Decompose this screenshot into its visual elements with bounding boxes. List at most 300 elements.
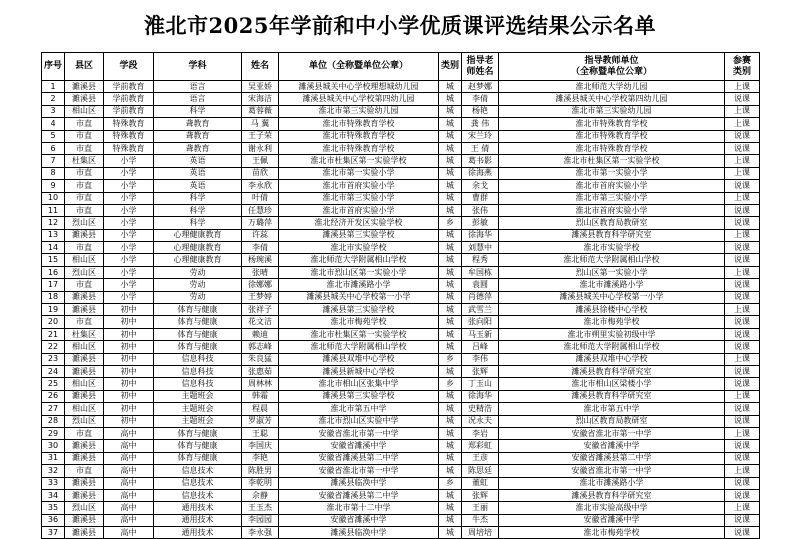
cell-stage: 小学 [104, 266, 154, 278]
cell-unit: 安徽省濉溪中学 [279, 514, 439, 526]
table-row [42, 365, 760, 377]
cell-subject: 体育与健康 [154, 341, 242, 353]
cell-unit: 淮北市第三实验幼儿园 [279, 105, 439, 117]
cell-teacher-unit: 淮北市梅苑学校 [499, 316, 725, 328]
cell-teacher-unit: 烈山区教育局教研室 [499, 415, 725, 427]
cell-no: 34 [42, 489, 65, 501]
cell-unit: 濉溪县城关中心学校第一小学 [279, 291, 439, 303]
cell-type: 说课 [725, 415, 760, 427]
cell-subject: 劳动 [154, 279, 242, 291]
cell-district: 濉溪县 [65, 353, 104, 365]
cell-unit: 濉溪县临涣中学 [279, 527, 439, 539]
cell-type: 说课 [725, 489, 760, 501]
table-row [42, 279, 760, 291]
cell-no: 30 [42, 440, 65, 452]
cell-type: 上课 [725, 81, 760, 93]
cell-teacher: 张辉 [462, 489, 499, 501]
cell-name: 吴亚娇 [242, 81, 279, 93]
cell-stage: 高中 [104, 477, 154, 489]
cell-no: 20 [42, 316, 65, 328]
cell-type: 说课 [725, 514, 760, 526]
cell-unit: 淮北市第三实验小学 [279, 192, 439, 204]
page-title: 淮北市2025年学前和中小学优质课评选结果公示名单 [144, 13, 656, 38]
table-row [42, 242, 760, 254]
cell-teacher-unit: 濉溪县徐楼中心学校 [499, 304, 725, 316]
cell-district: 相山区 [65, 341, 104, 353]
cell-unit: 濉溪县新城中心学校 [279, 365, 439, 377]
cell-name: 郭志峰 [242, 341, 279, 353]
cell-type: 说课 [725, 365, 760, 377]
cell-stage: 高中 [104, 527, 154, 539]
cell-name: 花文洁 [242, 316, 279, 328]
table-row [42, 502, 760, 514]
cell-teacher-unit: 淮北市特殊教育学校 [499, 142, 725, 154]
cell-category: 城 [439, 291, 462, 303]
cell-teacher-unit: 淮北市特殊教育学校 [499, 118, 725, 130]
cell-type: 说课 [725, 328, 760, 340]
cell-no: 7 [42, 155, 65, 167]
cell-type: 说课 [725, 93, 760, 105]
cell-name: 苗欣 [242, 167, 279, 179]
cell-no: 18 [42, 291, 65, 303]
cell-teacher-unit: 淮北市第三实验幼儿园 [499, 105, 725, 117]
cell-no: 36 [42, 514, 65, 526]
cell-district: 相山区 [65, 254, 104, 266]
cell-name: 李永强 [242, 527, 279, 539]
cell-teacher: 袁圆 [462, 279, 499, 291]
cell-teacher: 李伟 [462, 353, 499, 365]
cell-stage: 初中 [104, 415, 154, 427]
cell-stage: 特殊教育 [104, 130, 154, 142]
cell-unit: 淮北师范大学附属相山学校 [279, 341, 439, 353]
cell-stage: 学前教育 [104, 81, 154, 93]
table-row [42, 229, 760, 241]
cell-type: 说课 [725, 477, 760, 489]
cell-teacher: 彭敏 [462, 217, 499, 229]
cell-teacher-unit: 烈山区教育局教研室 [499, 217, 725, 229]
cell-no: 8 [42, 167, 65, 179]
table-row [42, 217, 760, 229]
cell-district: 市直 [65, 142, 104, 154]
table-row [42, 390, 760, 402]
cell-unit: 淮北市濉溪路小学 [279, 279, 439, 291]
table-row [42, 440, 760, 452]
table-row [42, 105, 760, 117]
cell-subject: 通用技术 [154, 514, 242, 526]
cell-name: 程晨 [242, 403, 279, 415]
table-row [42, 142, 760, 154]
cell-unit: 安徽省濉溪县第二中学 [279, 452, 439, 464]
cell-subject: 聋教育 [154, 130, 242, 142]
cell-teacher-unit: 淮北师范大学附属相山学校 [499, 341, 725, 353]
cell-unit: 濉溪县第三实验学校 [279, 304, 439, 316]
cell-no: 12 [42, 217, 65, 229]
cell-category: 城 [439, 440, 462, 452]
cell-subject: 聋教育 [154, 118, 242, 130]
cell-subject: 英语 [154, 167, 242, 179]
cell-teacher-unit: 淮北市第一实验小学 [499, 167, 725, 179]
cell-name: 李倩 [242, 242, 279, 254]
cell-unit: 淮北市特殊教育学校 [279, 118, 439, 130]
cell-type: 说课 [725, 452, 760, 464]
cell-subject: 科学 [154, 204, 242, 216]
cell-name: 葛蓉薇 [242, 105, 279, 117]
cell-unit: 淮北市杜集区第一实验学校 [279, 155, 439, 167]
cell-subject: 信息科技 [154, 378, 242, 390]
cell-teacher: 赵梦娜 [462, 81, 499, 93]
cell-type: 说课 [725, 254, 760, 266]
cell-district: 市直 [65, 204, 104, 216]
cell-teacher: 刘慧中 [462, 242, 499, 254]
cell-subject: 体育与健康 [154, 316, 242, 328]
cell-district: 市直 [65, 180, 104, 192]
cell-teacher: 王丽 [462, 502, 499, 514]
cell-district: 相山区 [65, 403, 104, 415]
cell-subject: 信息科技 [154, 353, 242, 365]
cell-teacher: 武雪兰 [462, 304, 499, 316]
cell-subject: 聋教育 [154, 142, 242, 154]
cell-teacher-unit: 淮北市首府实验小学 [499, 204, 725, 216]
cell-subject: 信息科技 [154, 365, 242, 377]
cell-stage: 小学 [104, 242, 154, 254]
header-stage: 学段 [104, 53, 154, 81]
cell-subject: 体育与健康 [154, 440, 242, 452]
cell-category: 城 [439, 229, 462, 241]
cell-teacher-unit: 淮北市实验高级中学 [499, 502, 725, 514]
cell-category: 城 [439, 279, 462, 291]
cell-category: 乡 [439, 217, 462, 229]
cell-teacher: 王彦 [462, 452, 499, 464]
cell-district: 市直 [65, 242, 104, 254]
cell-teacher: 李岩 [462, 427, 499, 439]
header-name: 姓名 [242, 53, 279, 81]
cell-no: 3 [42, 105, 65, 117]
cell-district: 烈山区 [65, 415, 104, 427]
cell-subject: 科学 [154, 105, 242, 117]
cell-no: 11 [42, 204, 65, 216]
cell-teacher-unit: 濉溪县城关中心学校第四幼儿园 [499, 93, 725, 105]
cell-category: 城 [439, 93, 462, 105]
cell-teacher-unit: 濉溪县城关中心学校第一小学 [499, 291, 725, 303]
cell-stage: 高中 [104, 465, 154, 477]
cell-subject: 体育与健康 [154, 304, 242, 316]
cell-stage: 高中 [104, 514, 154, 526]
cell-name: 徐娜娜 [242, 279, 279, 291]
cell-district: 濉溪县 [65, 81, 104, 93]
cell-district: 濉溪县 [65, 304, 104, 316]
cell-subject: 语言 [154, 93, 242, 105]
cell-stage: 特殊教育 [104, 142, 154, 154]
cell-stage: 小学 [104, 254, 154, 266]
cell-stage: 小学 [104, 204, 154, 216]
cell-teacher-unit: 淮北师范大学附属相山学校 [499, 254, 725, 266]
table-row [42, 489, 760, 501]
cell-stage: 小学 [104, 291, 154, 303]
cell-teacher-unit: 濉溪县教育科学研究室 [499, 229, 725, 241]
cell-stage: 特殊教育 [104, 118, 154, 130]
cell-district: 烈山区 [65, 502, 104, 514]
cell-category: 城 [439, 365, 462, 377]
cell-category: 城 [439, 242, 462, 254]
cell-district: 濉溪县 [65, 477, 104, 489]
cell-name: 王子荣 [242, 130, 279, 142]
cell-stage: 初中 [104, 365, 154, 377]
cell-category: 城 [439, 328, 462, 340]
cell-category: 城 [439, 118, 462, 130]
cell-name: 王佩 [242, 155, 279, 167]
cell-no: 37 [42, 527, 65, 539]
cell-category: 城 [439, 415, 462, 427]
cell-name: 万璐萍 [242, 217, 279, 229]
cell-teacher: 余戈 [462, 180, 499, 192]
cell-district: 市直 [65, 465, 104, 477]
cell-no: 10 [42, 192, 65, 204]
cell-category: 城 [439, 81, 462, 93]
table-row [42, 452, 760, 464]
cell-subject: 主题班会 [154, 390, 242, 402]
cell-no: 13 [42, 229, 65, 241]
table-row [42, 130, 760, 142]
table-row [42, 192, 760, 204]
cell-name: 许蕊 [242, 229, 279, 241]
cell-teacher: 郑彩虹 [462, 440, 499, 452]
cell-no: 5 [42, 130, 65, 142]
cell-type: 上课 [725, 390, 760, 402]
table-row [42, 403, 760, 415]
cell-district: 濉溪县 [65, 514, 104, 526]
cell-teacher-unit: 淮北师范大学幼儿园 [499, 81, 725, 93]
table-row [42, 266, 760, 278]
table-row [42, 415, 760, 427]
cell-name: 李艳 [242, 452, 279, 464]
cell-teacher: 葛书影 [462, 155, 499, 167]
cell-category: 城 [439, 105, 462, 117]
cell-stage: 小学 [104, 229, 154, 241]
cell-unit: 淮北市烈山区第一实验小学 [279, 266, 439, 278]
header-unit: 单位（全称暨单位公章） [279, 53, 439, 81]
cell-type: 说课 [725, 527, 760, 539]
cell-stage: 初中 [104, 304, 154, 316]
cell-stage: 小学 [104, 192, 154, 204]
cell-district: 市直 [65, 118, 104, 130]
cell-district: 相山区 [65, 378, 104, 390]
cell-stage: 初中 [104, 390, 154, 402]
header-no: 序号 [42, 53, 65, 81]
cell-name: 叶倩 [242, 192, 279, 204]
cell-teacher-unit: 淮北市第五中学 [499, 403, 725, 415]
cell-name: 杨琬溪 [242, 254, 279, 266]
cell-district: 烈山区 [65, 266, 104, 278]
cell-subject: 主题班会 [154, 415, 242, 427]
table-row [42, 316, 760, 328]
cell-unit: 淮北市杜集区第一实验学校 [279, 328, 439, 340]
cell-name: 赖迪 [242, 328, 279, 340]
cell-unit: 濉溪县城关中心学校第四幼儿园 [279, 93, 439, 105]
cell-no: 23 [42, 353, 65, 365]
cell-name: 李园园 [242, 514, 279, 526]
cell-teacher-unit: 濉溪县教育科学研究室 [499, 365, 725, 377]
cell-name: 陈胜男 [242, 465, 279, 477]
cell-unit: 淮北市相山区张集中学 [279, 378, 439, 390]
cell-stage: 高中 [104, 440, 154, 452]
cell-type: 上课 [725, 304, 760, 316]
cell-subject: 科学 [154, 217, 242, 229]
cell-teacher-unit: 濉溪县双堆中心学校 [499, 353, 725, 365]
table-row [42, 378, 760, 390]
cell-no: 27 [42, 403, 65, 415]
cell-type: 上课 [725, 167, 760, 179]
table-row [42, 514, 760, 526]
cell-subject: 英语 [154, 155, 242, 167]
cell-teacher-unit: 安徽省濉溪中学 [499, 514, 725, 526]
table-row [42, 93, 760, 105]
cell-subject: 信息技术 [154, 489, 242, 501]
header-row [42, 53, 760, 81]
table-row [42, 328, 760, 340]
cell-unit: 淮北市首府实验小学 [279, 180, 439, 192]
cell-no: 24 [42, 365, 65, 377]
cell-stage: 初中 [104, 378, 154, 390]
cell-no: 32 [42, 465, 65, 477]
cell-type: 上课 [725, 465, 760, 477]
table-row [42, 167, 760, 179]
cell-teacher-unit: 淮北市濉溪路小学 [499, 279, 725, 291]
cell-no: 31 [42, 452, 65, 464]
cell-name: 罗淑芳 [242, 415, 279, 427]
table-row [42, 527, 760, 539]
cell-category: 城 [439, 452, 462, 464]
cell-teacher: 杨艳 [462, 105, 499, 117]
cell-unit: 安徽省濉溪县第二中学 [279, 489, 439, 501]
cell-district: 市直 [65, 279, 104, 291]
cell-no: 29 [42, 427, 65, 439]
cell-name: 王聪 [242, 427, 279, 439]
cell-type: 说课 [725, 142, 760, 154]
cell-name: 王玉杰 [242, 502, 279, 514]
cell-name: 谢永利 [242, 142, 279, 154]
cell-teacher: 董虹 [462, 477, 499, 489]
cell-no: 25 [42, 378, 65, 390]
cell-type: 上课 [725, 266, 760, 278]
cell-district: 濉溪县 [65, 229, 104, 241]
cell-subject: 体育与健康 [154, 328, 242, 340]
cell-name: 佘静 [242, 489, 279, 501]
cell-unit: 淮北市实验学校 [279, 242, 439, 254]
cell-subject: 信息技术 [154, 477, 242, 489]
cell-type: 说课 [725, 403, 760, 415]
cell-type: 说课 [725, 279, 760, 291]
cell-name: 李乾明 [242, 477, 279, 489]
cell-no: 33 [42, 477, 65, 489]
table-row [42, 254, 760, 266]
cell-subject: 信息技术 [154, 465, 242, 477]
cell-unit: 淮北师范大学附属相山学校 [279, 254, 439, 266]
cell-category: 城 [439, 341, 462, 353]
cell-category: 城 [439, 403, 462, 415]
cell-district: 濉溪县 [65, 440, 104, 452]
cell-type: 说课 [725, 440, 760, 452]
cell-category: 城 [439, 142, 462, 154]
cell-category: 乡 [439, 477, 462, 489]
cell-teacher: 徐海燕 [462, 167, 499, 179]
cell-unit: 淮北市梅苑学校 [279, 316, 439, 328]
cell-teacher-unit: 淮北市首府实验小学 [499, 180, 725, 192]
cell-no: 28 [42, 415, 65, 427]
cell-district: 市直 [65, 167, 104, 179]
cell-district: 濉溪县 [65, 93, 104, 105]
cell-teacher-unit: 淮北市实验学校 [499, 242, 725, 254]
cell-type: 说课 [725, 180, 760, 192]
cell-teacher-unit: 淮北市杜集区第一实验学校 [499, 155, 725, 167]
cell-teacher-unit: 安徽省淮北市第一中学 [499, 427, 725, 439]
table-row [42, 341, 760, 353]
cell-teacher: 程秀 [462, 254, 499, 266]
cell-district: 濉溪县 [65, 489, 104, 501]
cell-no: 9 [42, 180, 65, 192]
cell-stage: 高中 [104, 427, 154, 439]
cell-category: 城 [439, 180, 462, 192]
cell-teacher-unit: 安徽省濉溪县第二中学 [499, 452, 725, 464]
cell-stage: 学前教育 [104, 93, 154, 105]
cell-subject: 体育与健康 [154, 427, 242, 439]
cell-unit: 淮北市第十二中学 [279, 502, 439, 514]
header-district: 县区 [65, 53, 104, 81]
cell-district: 市直 [65, 427, 104, 439]
cell-name: 张祥子 [242, 304, 279, 316]
cell-name: 朱良猛 [242, 353, 279, 365]
cell-name: 张晴 [242, 266, 279, 278]
cell-subject: 科学 [154, 192, 242, 204]
cell-type: 上课 [725, 353, 760, 365]
cell-stage: 小学 [104, 180, 154, 192]
cell-district: 市直 [65, 192, 104, 204]
cell-teacher-unit: 安徽省濉溪中学 [499, 440, 725, 452]
cell-subject: 通用技术 [154, 502, 242, 514]
cell-subject: 劳动 [154, 266, 242, 278]
cell-teacher-unit: 淮北市特殊教育学校 [499, 130, 725, 142]
cell-no: 22 [42, 341, 65, 353]
cell-teacher: 徐海华 [462, 390, 499, 402]
cell-teacher: 丁玉山 [462, 378, 499, 390]
cell-teacher: 张向阳 [462, 316, 499, 328]
cell-type: 说课 [725, 217, 760, 229]
cell-type: 说课 [725, 204, 760, 216]
cell-teacher-unit: 烈山区第一实验小学 [499, 266, 725, 278]
cell-category: 城 [439, 390, 462, 402]
cell-stage: 初中 [104, 403, 154, 415]
cell-teacher: 张辉 [462, 365, 499, 377]
cell-stage: 初中 [104, 316, 154, 328]
cell-teacher: 宋兰玲 [462, 130, 499, 142]
cell-stage: 初中 [104, 328, 154, 340]
cell-name: 韩霜 [242, 390, 279, 402]
cell-unit: 濉溪县第三实验学校 [279, 390, 439, 402]
results-table [41, 52, 760, 539]
cell-unit: 濉溪县城关中心学校理想城幼儿园 [279, 81, 439, 93]
cell-subject: 通用技术 [154, 527, 242, 539]
cell-teacher: 牛杰 [462, 514, 499, 526]
cell-type: 说课 [725, 291, 760, 303]
cell-teacher-unit: 淮北市濉溪路小学 [499, 477, 725, 489]
cell-name: 任慧珍 [242, 204, 279, 216]
cell-teacher: 牟国栋 [462, 266, 499, 278]
cell-unit: 濉溪县第三实验学校 [279, 229, 439, 241]
cell-type: 上课 [725, 118, 760, 130]
cell-no: 19 [42, 304, 65, 316]
cell-teacher-unit: 安徽省淮北市第一中学 [499, 465, 725, 477]
cell-unit: 淮北市烈山区实验中学 [279, 415, 439, 427]
cell-name: 李国庆 [242, 440, 279, 452]
